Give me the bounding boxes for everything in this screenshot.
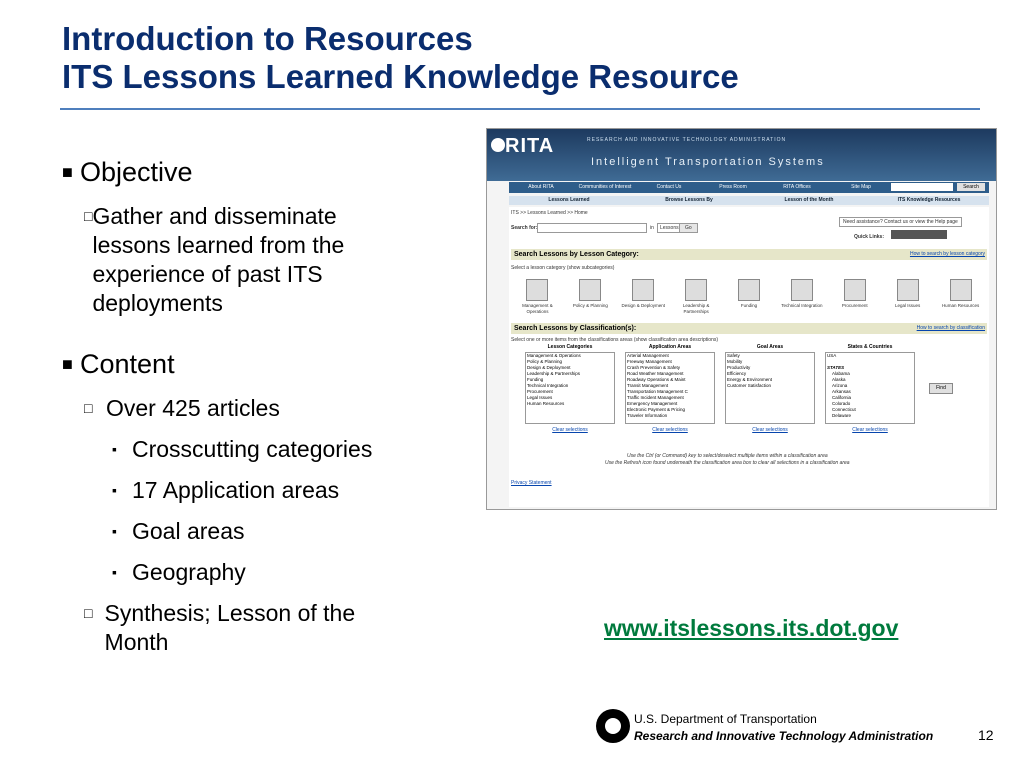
quick-links-label: Quick Links: [854, 234, 885, 240]
listbox-application-areas: Application Areas Arterial Management Freeway Management Crash Prevention & Safety Road Weather Management Roadway Operations & Maint Transit Management Transportation Management C Traffic Incident Management Emergency Management Electronic Payment & Pricing Traveler Information Clear selections [625, 344, 715, 433]
go-button[interactable]: Go [679, 223, 698, 233]
listbox-option[interactable]: Efficiency [727, 371, 747, 376]
category-item[interactable]: Legal Issues [881, 279, 934, 319]
slide-title [62, 20, 739, 96]
category-item[interactable]: Technical Integration [775, 279, 828, 319]
nav-item[interactable]: Site Map [851, 184, 871, 190]
listbox-option[interactable]: Arterial Management [627, 353, 669, 358]
help-link-category[interactable]: How to search by lesson category [909, 251, 985, 257]
listbox-option[interactable]: Technical Integration [527, 383, 569, 388]
listbox-lesson-categories: Lesson Categories Management & Operations Policy & Planning Design & Deployment Leadership & Partnerships Funding Technical Integration Procurement Legal Issues Human Resources Clear selections [525, 344, 615, 433]
breadcrumb[interactable]: ITS >> Lessons Learned >> Home [511, 210, 588, 216]
listbox-option[interactable]: Roadway Operations & Maint [627, 377, 686, 382]
bullet-objective-text: □ Gather and disseminate lessons learned from the experience of past ITS deployments [84, 203, 345, 316]
find-button[interactable]: Find [929, 383, 953, 394]
site-subnav [509, 196, 989, 205]
listbox-option[interactable]: Alabama [832, 371, 850, 376]
small-square-bullet-icon: ▪ [112, 523, 117, 539]
its-title: Intelligent Transportation Systems [591, 156, 825, 168]
listbox-option[interactable]: Procurement [527, 389, 553, 394]
listbox-option[interactable]: Productivity [727, 365, 751, 370]
clear-selections-link[interactable]: Clear selections [552, 427, 588, 433]
goal-areas-list[interactable] [725, 352, 815, 424]
hollow-square-bullet-icon: □ [84, 605, 93, 621]
small-square-bullet-icon: ▪ [112, 482, 117, 498]
clear-selections-link[interactable]: Clear selections [852, 427, 888, 433]
note-ctrl: Use the Ctrl (or Command) key to select/deselect multiple items within a classification area [627, 453, 828, 459]
section-lesson-category: Search Lessons by Lesson Category: How to search by lesson category [511, 249, 987, 260]
site-search-input[interactable] [891, 183, 953, 191]
resource-url-link[interactable]: www.itslessons.its.dot.gov [604, 615, 899, 641]
title-line-2: ITS Lessons Learned Knowledge Resource [62, 58, 739, 95]
rita-logo-icon [491, 138, 505, 152]
select-category-text: Select a lesson category (show subcategories) [511, 265, 615, 271]
category-item[interactable]: Design & Deployment [617, 279, 670, 319]
listbox-option[interactable]: Crash Prevention & Safety [627, 365, 681, 370]
site-banner [487, 129, 996, 181]
subnav-item[interactable]: Lesson of the Month [784, 197, 834, 203]
category-icons [511, 279, 987, 319]
category-item[interactable]: Funding [723, 279, 776, 319]
listbox-states-countries: States & Countries USA STATES Alabama Alaska Arizona Arkansas California Colorado Connecticut Delaware Clear selections [825, 344, 915, 433]
listbox-option[interactable]: Arkansas [832, 389, 851, 394]
category-item[interactable]: Leadership & Partnerships [670, 279, 723, 319]
subnav-item[interactable]: ITS Knowledge Resources [897, 197, 961, 203]
bullet-synthesis: □ Synthesis; Lesson of the Month [84, 600, 356, 655]
lesson-categories-list[interactable] [525, 352, 615, 424]
listbox-option[interactable]: Leadership & Partnerships [527, 371, 581, 376]
small-square-bullet-icon: ▪ [112, 441, 117, 457]
listbox-option[interactable]: Customer Satisfaction [727, 383, 772, 388]
category-icon [579, 279, 601, 301]
title-line-1: Introduction to Resources [62, 20, 473, 57]
listbox-option[interactable]: Design & Deployment [527, 365, 571, 370]
listbox-option[interactable]: Freeway Management [627, 359, 672, 364]
category-item[interactable]: Procurement [828, 279, 881, 319]
category-item[interactable]: Management & Operations [511, 279, 564, 319]
listbox-option[interactable]: Funding [527, 377, 544, 382]
category-icon [950, 279, 972, 301]
lesson-search-input[interactable] [537, 223, 647, 233]
bullet-application-areas: ▪ 17 Application areas [112, 477, 340, 503]
listbox-option[interactable]: Policy & Planning [527, 359, 563, 364]
listbox-option[interactable]: Human Resources [527, 401, 565, 406]
listbox-option[interactable]: California [832, 395, 852, 400]
quick-links-icons[interactable] [891, 230, 947, 239]
category-item[interactable]: Policy & Planning [564, 279, 617, 319]
subnav-item[interactable]: Browse Lessons By [665, 197, 713, 203]
listbox-option[interactable]: Energy & Environment [727, 377, 773, 382]
listbox-option[interactable]: Transportation Management C [627, 389, 688, 394]
subnav-item[interactable]: Lessons Learned [548, 197, 590, 203]
page-number: 12 [978, 727, 994, 743]
assistance-box: Need assistance? Contact us or view the Help page [839, 217, 962, 227]
category-icon [685, 279, 707, 301]
listbox-option[interactable]: Emergency Management [627, 401, 678, 406]
bullet-geography: ▪ Geography [112, 559, 246, 585]
title-rule [60, 108, 980, 110]
nav-item[interactable]: RITA Offices [783, 184, 811, 190]
listbox-option[interactable]: Safety [727, 353, 740, 358]
listbox-option[interactable]: Colorado [832, 401, 851, 406]
listbox-option[interactable]: STATES [827, 365, 845, 370]
listbox-goal-areas: Goal Areas Safety Mobility Productivity Efficiency Energy & Environment Customer Satisfaction Clear selections [725, 344, 815, 433]
clear-selections-link[interactable]: Clear selections [652, 427, 688, 433]
bullet-content: ■ Content [62, 349, 175, 379]
listbox-option[interactable]: Electronic Payment & Pricing [627, 407, 686, 412]
help-link-classification[interactable]: How to search by classification [916, 325, 985, 331]
website-screenshot [486, 128, 997, 510]
listbox-option[interactable]: Traveler Information [627, 413, 668, 418]
nav-item[interactable]: Contact Us [656, 184, 682, 190]
listbox-option[interactable]: Road Weather Management [627, 371, 684, 376]
listbox-option[interactable]: Alaska [832, 377, 846, 382]
category-icon [897, 279, 919, 301]
section-classification: Search Lessons by Classification(s): How to search by classification [511, 323, 987, 334]
category-icon [844, 279, 866, 301]
listbox-option[interactable]: Mobility [727, 359, 743, 364]
note-refresh: Use the Refresh icon found underneath the classification area box to clear all selections in a classification area [605, 460, 850, 466]
hollow-square-bullet-icon: □ [84, 208, 93, 224]
rita-logo-text: RITA [505, 135, 555, 157]
square-bullet-icon: ■ [62, 162, 73, 182]
hollow-square-bullet-icon: □ [84, 400, 93, 416]
bullet-objective: ■ Objective [62, 157, 193, 187]
listbox-option[interactable]: Transit Management [627, 383, 669, 388]
lessons-select[interactable]: Lessons [657, 223, 682, 233]
listbox-option[interactable]: USA [827, 353, 837, 358]
listbox-option[interactable]: Management & Operations [527, 353, 581, 358]
nav-item[interactable]: About RITA [528, 184, 554, 190]
clear-selections-link[interactable]: Clear selections [752, 427, 788, 433]
site-content [509, 207, 989, 507]
dot-logo-icon [596, 709, 630, 743]
category-icon [526, 279, 548, 301]
category-icon [632, 279, 654, 301]
bullet-goal-areas: ▪ Goal areas [112, 518, 245, 544]
square-bullet-icon: ■ [62, 354, 73, 374]
category-icon [791, 279, 813, 301]
footer-administration: Research and Innovative Technology Administration [634, 729, 934, 743]
listbox-option[interactable]: Traffic Incident Management [627, 395, 684, 400]
category-item[interactable]: Human Resources [934, 279, 987, 319]
states-countries-list[interactable] [825, 352, 915, 424]
select-items-text: Select one or more items from the classifications areas (show classification area descriptions) [511, 337, 719, 343]
application-areas-list[interactable] [625, 352, 715, 424]
listbox-option[interactable]: Arizona [832, 383, 848, 388]
category-icon [738, 279, 760, 301]
small-square-bullet-icon: ▪ [112, 564, 117, 580]
footer-department: U.S. Department of Transportation [634, 712, 817, 726]
site-search-button[interactable]: Search [957, 183, 985, 191]
privacy-link[interactable]: Privacy Statement [511, 480, 552, 486]
bullet-articles: □ Over 425 articles [84, 395, 280, 421]
bullet-crosscutting: ▪ Crosscutting categories [112, 436, 373, 462]
listbox-option[interactable]: Delaware [832, 413, 852, 418]
nav-item[interactable]: Communities of Interest [578, 184, 632, 190]
nav-item[interactable]: Press Room [719, 184, 747, 190]
rita-subtitle: RESEARCH AND INNOVATIVE TECHNOLOGY ADMINISTRATION [587, 137, 787, 143]
search-for-label: Search for: [511, 225, 538, 231]
listbox-option[interactable]: Connecticut [832, 407, 856, 412]
in-label: in [650, 225, 654, 231]
listbox-option[interactable]: Legal Issues [527, 395, 553, 400]
